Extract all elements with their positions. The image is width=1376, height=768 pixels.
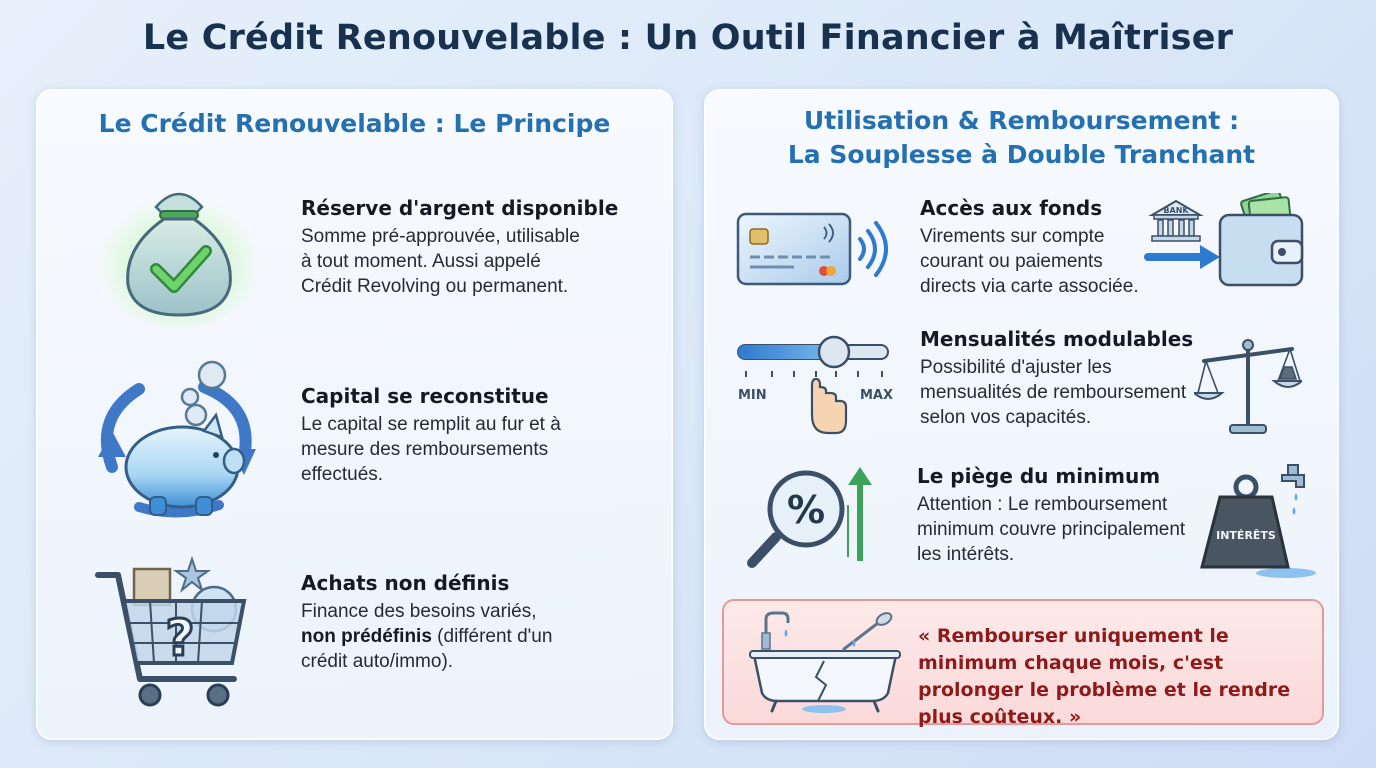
svg-text:?: ? [165,609,195,667]
minimum-trap-item [917,464,1217,567]
principle-panel-title: Le Crédit Renouvelable : Le Principe [98,109,611,138]
modular-payments-item [920,327,1220,430]
slider-max-label: MAX [860,388,894,403]
reserve-desc: Somme pré-approuvée, utilisable à tout moment. Aussi appelé Crédit Revolving ou permanent. [301,226,580,297]
non-predefined-emphasis: non prédéfinis [301,626,432,647]
minimum-trap-desc: Attention : Le remboursement minimum couvre principalement les intérêts. [917,494,1186,565]
capital-title: Capital se reconstitue [301,384,549,408]
funds-access-title: Accès aux fonds [920,196,1103,220]
warning-quote-text: « Rembourser uniquement le minimum chaque mois, c'est prolonger le problème et le rendre plus coûteux. » [918,625,1291,728]
capital-item [301,384,661,487]
svg-text:%: % [786,488,826,532]
money-bag-check-icon [94,177,264,327]
modular-payments-desc: Possibilité d'ajuster les mensualités de remboursement selon vos capacités. [920,357,1187,428]
minimum-trap-title: Le piège du minimum [917,464,1161,488]
magnifier-percent-icon [744,461,884,571]
slider-hand-icon [732,333,900,437]
weight-label: INTÉRÊTS [1216,529,1276,542]
interest-weight-icon [1198,459,1322,583]
leaking-bathtub-spoon-icon [746,611,906,715]
balance-scale-icon [1194,337,1302,441]
contactless-card-icon [734,209,899,289]
shopping-cart-question-icon [94,551,254,711]
bank-label: BANK [1163,206,1189,215]
piggy-bank-cycle-icon [84,357,269,522]
page-title: Le Crédit Renouvelable : Un Outil Financier à Maîtriser [142,18,1234,58]
warning-quote-box [722,599,1324,728]
bank-to-wallet-icon [1144,193,1304,299]
principle-panel [36,89,673,740]
purchases-desc: Finance des besoins variés, non prédéfinis (différent d'un crédit auto/immo). [301,601,553,672]
reserve-item [301,196,661,299]
slider-min-label: MIN [738,388,767,403]
funds-access-desc: Virements sur compte courant ou paiements directs via carte associée. [920,226,1139,297]
usage-panel-title: Utilisation & Remboursement : La Souplesse à Double Tranchant [787,106,1256,169]
purchases-title: Achats non définis [301,571,510,595]
modular-payments-title: Mensualités modulables [920,327,1194,351]
reserve-title: Réserve d'argent disponible [301,196,619,220]
capital-desc: Le capital se remplit au fur et à mesure des remboursements effectués. [301,414,561,485]
purchases-item [301,571,661,674]
